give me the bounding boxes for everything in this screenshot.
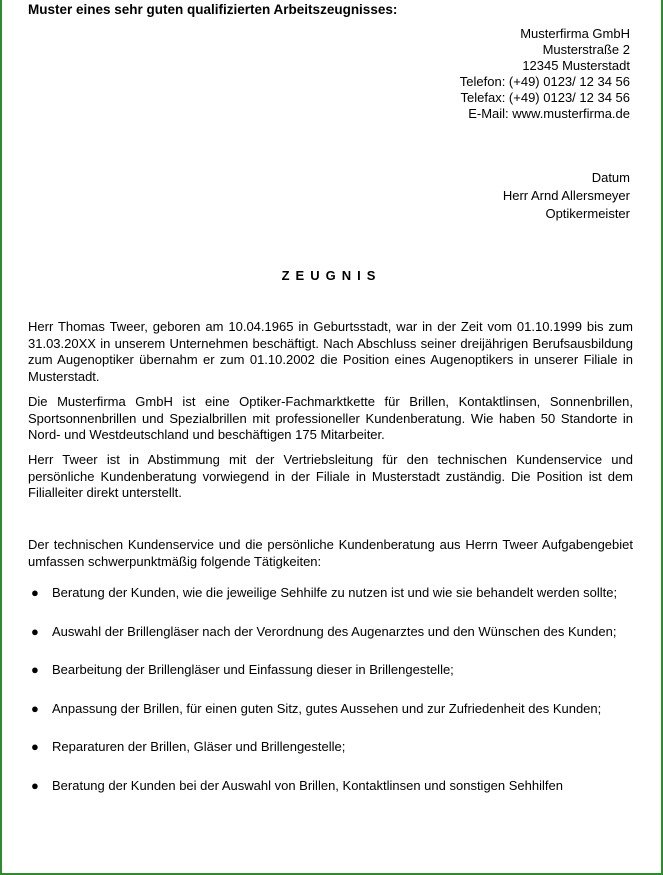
task-text: Bearbeitung der Brillengläser und Einfassung dieser in Brillengestelle; (52, 662, 454, 677)
task-text: Reparaturen der Brillen, Gläser und Brillengestelle; (52, 739, 346, 754)
bullet-icon: ● (31, 739, 39, 754)
task-list (28, 580, 636, 811)
signer-name: Herr Arnd Allersmeyer (502, 188, 630, 203)
company-fax: Telefax: (+49) 0123/ 12 34 56 (460, 90, 630, 105)
list-item (28, 696, 636, 722)
paragraph-employment: Herr Thomas Tweer, geboren am 10.04.1965 in Geburtsstadt, war in der Zeit vom 01.10.1999 bis zum 31.03.20XX in unserem Unternehmen beschäftigt. Nach Abschluss seiner dreijährigen Berufsausbildung zum Augenoptiker übernahm er zum 01.10.2002 die Position eines Augenoptikers in unserer Filiale in Musterstadt. (28, 319, 633, 384)
bullet-icon: ● (31, 777, 39, 793)
list-item (28, 734, 636, 760)
date-signature-block (503, 169, 630, 223)
paragraph-company: Die Musterfirma GmbH ist eine Optiker-Fachmarktkette für Brillen, Kontaktlinsen, Sonnenbrillen, Sportsonnenbrillen und Spezialbrillen mit professioneller Kundenberatung. Wie haben 50 Standorte in Nord- und Westdeutschland und beschäftigen 175 Mitarbeiter. (28, 394, 633, 442)
list-item (28, 657, 636, 683)
paragraph-tasks-intro: Der technischen Kundenservice und die persönliche Kundenberatung aus Herrn Tweer Aufgabengebiet umfassen schwerpunktmäßig folgende Tätigkeiten: (28, 537, 633, 569)
paragraph-responsibility: Herr Tweer ist in Abstimmung mit der Vertriebsleitung für den technischen Kundenservice und persönliche Kundenberatung vorwiegend in der Filiale in Musterstadt zuständig. Die Position ist dem Filialleiter direkt unterstellt. (28, 452, 633, 500)
document-title: ZEUGNIS (281, 268, 382, 283)
document-heading: Muster eines sehr guten qualifizierten Arbeitszeugnisses: (28, 2, 398, 17)
bullet-icon: ● (31, 623, 39, 639)
bullet-icon: ● (31, 700, 39, 716)
list-item (28, 773, 636, 799)
signer-role: Optikermeister (545, 206, 630, 221)
task-text: Anpassung der Brillen, für einen guten Sitz, gutes Aussehen und zur Zufriedenheit des Kunden; (52, 700, 602, 716)
company-city: 12345 Musterstadt (522, 58, 630, 73)
task-text: Beratung der Kunden, wie die jeweilige Sehhilfe zu nutzen ist und wie sie behandelt werden sollte; (52, 585, 618, 600)
date-label: Datum (591, 170, 630, 185)
company-address (460, 26, 630, 122)
bullet-icon: ● (31, 662, 39, 677)
task-text: Beratung der Kunden bei der Auswahl von Brillen, Kontaktlinsen und sonstigen Sehhilfen (52, 777, 563, 793)
list-item (28, 580, 636, 606)
company-phone: Telefon: (+49) 0123/ 12 34 56 (459, 74, 630, 89)
company-name: Musterfirma GmbH (520, 26, 630, 41)
company-street: Musterstraße 2 (542, 42, 630, 57)
bullet-icon: ● (31, 585, 39, 600)
list-item (28, 619, 636, 645)
task-text: Auswahl der Brillengläser nach der Verordnung des Augenarztes und den Wünschen des Kunden; (52, 623, 617, 639)
company-email: E-Mail: www.musterfirma.de (468, 106, 630, 121)
